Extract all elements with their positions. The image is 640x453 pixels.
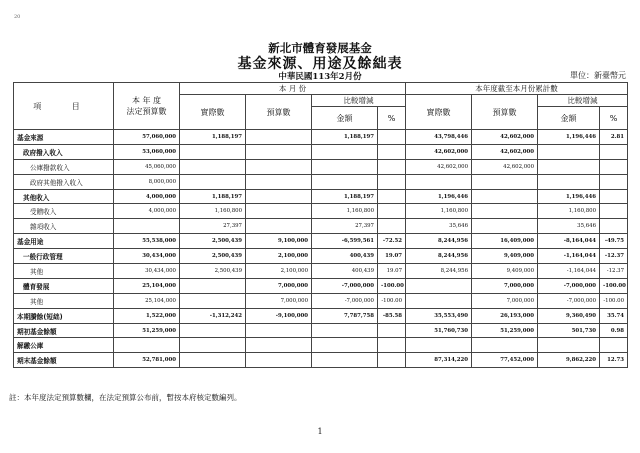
cell-value: -7,000,000 bbox=[312, 278, 378, 293]
cell-value bbox=[472, 204, 538, 219]
cell-value bbox=[406, 174, 472, 189]
footnote: 註：本年度法定預算數欄，在法定預算公布前，暫按本府核定數編列。 bbox=[9, 393, 242, 402]
row-label: 其他 bbox=[14, 293, 114, 308]
row-label: 本期賸餘(短絀) bbox=[14, 308, 114, 323]
cell-value: 19.07 bbox=[378, 249, 406, 264]
cell-value bbox=[114, 338, 180, 353]
cell-value: 4,000,000 bbox=[114, 204, 180, 219]
table-row bbox=[14, 249, 628, 264]
cell-value: 30,434,000 bbox=[114, 249, 180, 264]
cell-value bbox=[378, 189, 406, 204]
cell-value bbox=[378, 130, 406, 145]
cell-value bbox=[378, 144, 406, 159]
cell-value bbox=[180, 353, 246, 368]
cell-value: 35,553,490 bbox=[406, 308, 472, 323]
table-row bbox=[14, 130, 628, 145]
cell-value bbox=[180, 323, 246, 338]
cell-value: 2,500,439 bbox=[180, 249, 246, 264]
col-this-month-header: 本 月 份 bbox=[180, 83, 406, 95]
cell-value: 8,244,956 bbox=[406, 249, 472, 264]
cell-value bbox=[180, 278, 246, 293]
cell-value: 35,646 bbox=[406, 219, 472, 234]
row-label: 解繳公庫 bbox=[14, 338, 114, 353]
cell-value bbox=[378, 159, 406, 174]
cell-value: 87,314,220 bbox=[406, 353, 472, 368]
col-month-actual: 實際數 bbox=[180, 95, 246, 130]
cell-value bbox=[246, 189, 312, 204]
cell-value bbox=[114, 219, 180, 234]
cell-value: -1,164,044 bbox=[538, 264, 600, 279]
currency-unit: 單位：新臺幣元 bbox=[570, 71, 626, 80]
cell-value bbox=[312, 323, 378, 338]
cell-value: 1,522,000 bbox=[114, 308, 180, 323]
table-row bbox=[14, 219, 628, 234]
cell-value: 9,100,000 bbox=[246, 234, 312, 249]
cell-value: -72.52 bbox=[378, 234, 406, 249]
row-label: 期末基金餘額 bbox=[14, 353, 114, 368]
cell-value bbox=[406, 278, 472, 293]
cell-value: 51,760,730 bbox=[406, 323, 472, 338]
cell-value: 16,409,000 bbox=[472, 234, 538, 249]
col-month-amount: 金額 bbox=[312, 107, 378, 130]
cell-value bbox=[312, 353, 378, 368]
row-label: 基金用途 bbox=[14, 234, 114, 249]
row-label: 期初基金餘額 bbox=[14, 323, 114, 338]
col-item-header: 項 目 bbox=[14, 83, 114, 130]
cell-value bbox=[472, 189, 538, 204]
row-label: 政府撥入收入 bbox=[14, 144, 114, 159]
cell-value: 7,787,758 bbox=[312, 308, 378, 323]
cell-value bbox=[180, 159, 246, 174]
cell-value: 1,188,197 bbox=[312, 130, 378, 145]
cell-value: -49.75 bbox=[600, 234, 628, 249]
cell-value: 9,409,000 bbox=[472, 249, 538, 264]
cell-value bbox=[312, 144, 378, 159]
cell-value: 51,259,000 bbox=[114, 323, 180, 338]
cell-value: 400,439 bbox=[312, 264, 378, 279]
cell-value bbox=[246, 323, 312, 338]
col-ytd-pct: % bbox=[600, 107, 628, 130]
cell-value: 43,798,446 bbox=[406, 130, 472, 145]
row-label: 雜項收入 bbox=[14, 219, 114, 234]
cell-value bbox=[312, 174, 378, 189]
cell-value: 19.07 bbox=[378, 264, 406, 279]
cell-value: 42,602,000 bbox=[472, 144, 538, 159]
row-label: 受贈收入 bbox=[14, 204, 114, 219]
cell-value: 27,397 bbox=[312, 219, 378, 234]
cell-value: -12.37 bbox=[600, 249, 628, 264]
col-ytd-amount: 金額 bbox=[538, 107, 600, 130]
cell-value: -100.00 bbox=[600, 293, 628, 308]
cell-value: -9,100,000 bbox=[246, 308, 312, 323]
cell-value bbox=[246, 338, 312, 353]
col-legal-budget-header: 本 年 度 法定預算數 bbox=[114, 83, 180, 130]
cell-value bbox=[246, 353, 312, 368]
table-row bbox=[14, 189, 628, 204]
cell-value bbox=[312, 338, 378, 353]
cell-value: 400,439 bbox=[312, 249, 378, 264]
cell-value bbox=[600, 159, 628, 174]
table-row bbox=[14, 204, 628, 219]
cell-value bbox=[246, 204, 312, 219]
cell-value bbox=[600, 338, 628, 353]
cell-value: 25,104,000 bbox=[114, 278, 180, 293]
cell-value: 1,196,446 bbox=[406, 189, 472, 204]
cell-value bbox=[538, 144, 600, 159]
cell-value: 57,060,000 bbox=[114, 130, 180, 145]
cell-value bbox=[180, 174, 246, 189]
cell-value: 55,538,000 bbox=[114, 234, 180, 249]
col-month-budget: 預算數 bbox=[246, 95, 312, 130]
table-row bbox=[14, 264, 628, 279]
fund-table bbox=[13, 82, 628, 368]
cell-value: -7,000,000 bbox=[538, 278, 600, 293]
cell-value: -12.37 bbox=[600, 264, 628, 279]
cell-value: 8,000,000 bbox=[114, 174, 180, 189]
cell-value bbox=[180, 338, 246, 353]
cell-value: 26,193,000 bbox=[472, 308, 538, 323]
cell-value bbox=[378, 219, 406, 234]
cell-value bbox=[246, 144, 312, 159]
row-label: 一般行政管理 bbox=[14, 249, 114, 264]
cell-value: 4,000,000 bbox=[114, 189, 180, 204]
col-ytd-budget: 預算數 bbox=[472, 95, 538, 130]
table-row bbox=[14, 159, 628, 174]
cell-value bbox=[378, 323, 406, 338]
col-month-compare: 比較增減 bbox=[312, 95, 406, 107]
cell-value bbox=[600, 174, 628, 189]
cell-value: -8,164,044 bbox=[538, 234, 600, 249]
cell-value: 51,259,000 bbox=[472, 323, 538, 338]
cell-value: -1,164,044 bbox=[538, 249, 600, 264]
report-title: 基金來源、用途及餘絀表 bbox=[237, 56, 403, 72]
row-label: 政府其他撥入收入 bbox=[14, 174, 114, 189]
cell-value: 53,060,000 bbox=[114, 144, 180, 159]
cell-value bbox=[538, 159, 600, 174]
report-period: 中華民國113年2月份 bbox=[278, 72, 362, 82]
cell-value: 2,500,439 bbox=[180, 264, 246, 279]
cell-value bbox=[472, 174, 538, 189]
table-row bbox=[14, 323, 628, 338]
cell-value: 42,602,000 bbox=[472, 130, 538, 145]
cell-value: 45,060,000 bbox=[114, 159, 180, 174]
cell-value: 30,434,000 bbox=[114, 264, 180, 279]
cell-value bbox=[378, 338, 406, 353]
cell-value: 2,100,000 bbox=[246, 264, 312, 279]
cell-value bbox=[600, 204, 628, 219]
cell-value: 1,160,800 bbox=[312, 204, 378, 219]
scan-mark: 20 bbox=[14, 14, 21, 20]
cell-value bbox=[246, 219, 312, 234]
cell-value bbox=[246, 159, 312, 174]
cell-value bbox=[406, 293, 472, 308]
table-row bbox=[14, 293, 628, 308]
cell-value bbox=[472, 219, 538, 234]
cell-value: 42,602,000 bbox=[472, 159, 538, 174]
cell-value bbox=[600, 219, 628, 234]
table-row bbox=[14, 338, 628, 353]
cell-value: 8,244,956 bbox=[406, 234, 472, 249]
cell-value bbox=[600, 189, 628, 204]
cell-value: 1,160,800 bbox=[406, 204, 472, 219]
cell-value bbox=[378, 174, 406, 189]
table-row bbox=[14, 353, 628, 368]
cell-value: 1,188,197 bbox=[180, 130, 246, 145]
cell-value: 1,188,197 bbox=[312, 189, 378, 204]
row-label: 體育發展 bbox=[14, 278, 114, 293]
cell-value: 2.81 bbox=[600, 130, 628, 145]
cell-value: 1,188,197 bbox=[180, 189, 246, 204]
cell-value bbox=[246, 174, 312, 189]
cell-value: 77,452,000 bbox=[472, 353, 538, 368]
cell-value bbox=[180, 293, 246, 308]
cell-value: 9,862,220 bbox=[538, 353, 600, 368]
col-ytd-compare: 比較增減 bbox=[538, 95, 628, 107]
cell-value: 7,000,000 bbox=[472, 278, 538, 293]
cell-value: 7,000,000 bbox=[472, 293, 538, 308]
row-label: 其他收入 bbox=[14, 189, 114, 204]
cell-value bbox=[246, 130, 312, 145]
cell-value: -7,000,000 bbox=[538, 293, 600, 308]
cell-value: 7,000,000 bbox=[246, 278, 312, 293]
cell-value bbox=[378, 204, 406, 219]
cell-value: -6,599,561 bbox=[312, 234, 378, 249]
row-label: 基金來源 bbox=[14, 130, 114, 145]
org-name: 新北市體育發展基金 bbox=[268, 41, 372, 55]
cell-value: 25,104,000 bbox=[114, 293, 180, 308]
table-row bbox=[14, 144, 628, 159]
cell-value: 52,781,000 bbox=[114, 353, 180, 368]
row-label: 其他 bbox=[14, 264, 114, 279]
cell-value bbox=[180, 144, 246, 159]
cell-value bbox=[472, 338, 538, 353]
cell-value: -1,312,242 bbox=[180, 308, 246, 323]
cell-value: 1,160,800 bbox=[538, 204, 600, 219]
cell-value bbox=[406, 338, 472, 353]
col-ytd-header: 本年度截至本月份累計數 bbox=[406, 83, 628, 95]
cell-value: 42,602,000 bbox=[406, 144, 472, 159]
cell-value: 2,500,439 bbox=[180, 234, 246, 249]
cell-value: -85.58 bbox=[378, 308, 406, 323]
cell-value: -100.00 bbox=[378, 278, 406, 293]
cell-value: 8,244,956 bbox=[406, 264, 472, 279]
cell-value bbox=[538, 338, 600, 353]
cell-value: 0.98 bbox=[600, 323, 628, 338]
cell-value bbox=[600, 144, 628, 159]
cell-value: -7,000,000 bbox=[312, 293, 378, 308]
cell-value bbox=[312, 159, 378, 174]
cell-value: -100.00 bbox=[378, 293, 406, 308]
cell-value: 1,196,446 bbox=[538, 130, 600, 145]
cell-value: -100.00 bbox=[600, 278, 628, 293]
cell-value: 9,409,000 bbox=[472, 264, 538, 279]
table-row bbox=[14, 174, 628, 189]
cell-value: 7,000,000 bbox=[246, 293, 312, 308]
cell-value: 42,602,000 bbox=[406, 159, 472, 174]
cell-value: 1,160,800 bbox=[180, 204, 246, 219]
page-number: 1 bbox=[317, 427, 323, 436]
cell-value: 27,397 bbox=[180, 219, 246, 234]
cell-value: 35.74 bbox=[600, 308, 628, 323]
cell-value: 2,100,000 bbox=[246, 249, 312, 264]
row-label: 公庫撥款收入 bbox=[14, 159, 114, 174]
cell-value: 501,730 bbox=[538, 323, 600, 338]
col-month-pct: % bbox=[378, 107, 406, 130]
cell-value: 35,646 bbox=[538, 219, 600, 234]
col-ytd-actual: 實際數 bbox=[406, 95, 472, 130]
cell-value: 12.73 bbox=[600, 353, 628, 368]
cell-value: 9,360,490 bbox=[538, 308, 600, 323]
cell-value bbox=[538, 174, 600, 189]
cell-value bbox=[378, 353, 406, 368]
table-row bbox=[14, 234, 628, 249]
cell-value: 1,196,446 bbox=[538, 189, 600, 204]
table-row bbox=[14, 278, 628, 293]
table-row bbox=[14, 308, 628, 323]
